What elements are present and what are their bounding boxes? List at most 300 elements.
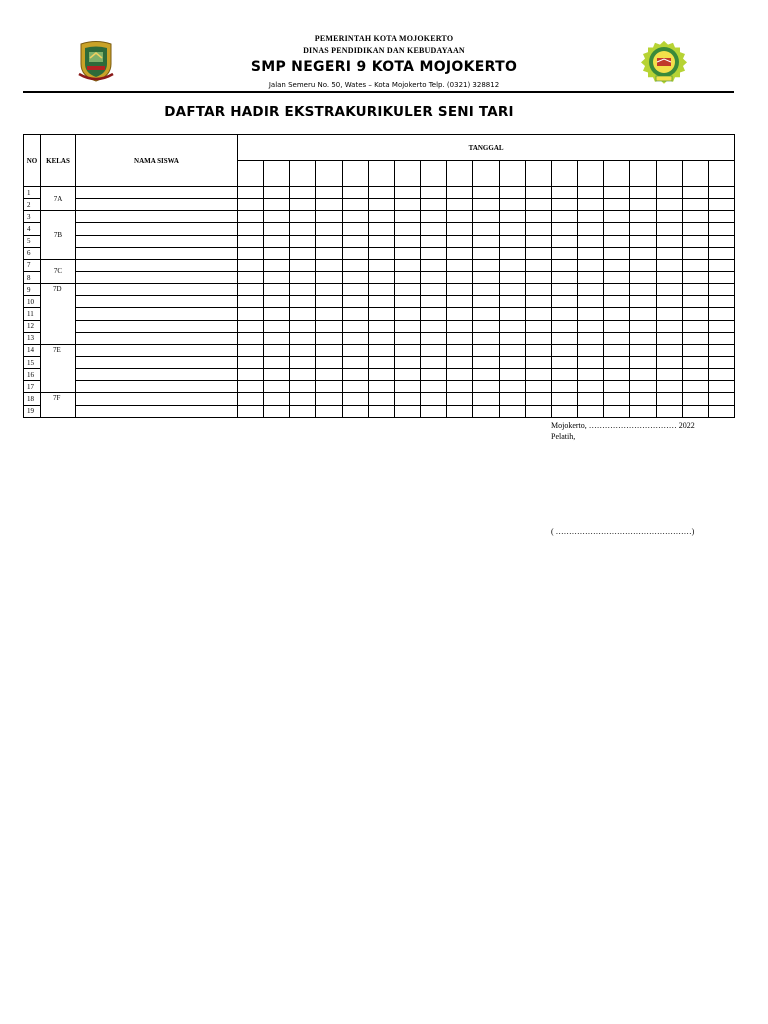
attendance-cell[interactable] [394, 271, 420, 283]
attendance-cell[interactable] [630, 344, 656, 356]
attendance-cell[interactable] [578, 187, 604, 199]
attendance-cell[interactable] [525, 393, 551, 405]
attendance-cell[interactable] [421, 247, 447, 259]
date-header-cell[interactable] [656, 161, 682, 187]
attendance-cell[interactable] [551, 356, 577, 368]
attendance-cell[interactable] [656, 199, 682, 211]
attendance-cell[interactable] [264, 393, 290, 405]
attendance-cell[interactable] [578, 247, 604, 259]
attendance-cell[interactable] [708, 369, 734, 381]
attendance-cell[interactable] [264, 211, 290, 223]
attendance-cell[interactable] [368, 223, 394, 235]
attendance-cell[interactable] [656, 332, 682, 344]
attendance-cell[interactable] [290, 369, 316, 381]
attendance-cell[interactable] [525, 187, 551, 199]
attendance-cell[interactable] [708, 223, 734, 235]
attendance-cell[interactable] [656, 405, 682, 417]
attendance-cell[interactable] [656, 369, 682, 381]
attendance-cell[interactable] [421, 259, 447, 271]
attendance-cell[interactable] [290, 393, 316, 405]
student-name-cell[interactable] [76, 369, 238, 381]
attendance-cell[interactable] [682, 187, 708, 199]
attendance-cell[interactable] [447, 187, 473, 199]
attendance-cell[interactable] [316, 199, 342, 211]
date-header-cell[interactable] [551, 161, 577, 187]
attendance-cell[interactable] [578, 308, 604, 320]
attendance-cell[interactable] [316, 344, 342, 356]
attendance-cell[interactable] [604, 271, 630, 283]
attendance-cell[interactable] [473, 320, 499, 332]
attendance-cell[interactable] [682, 296, 708, 308]
attendance-cell[interactable] [447, 356, 473, 368]
attendance-cell[interactable] [656, 356, 682, 368]
attendance-cell[interactable] [342, 199, 368, 211]
attendance-cell[interactable] [394, 296, 420, 308]
attendance-cell[interactable] [473, 235, 499, 247]
attendance-cell[interactable] [473, 332, 499, 344]
attendance-cell[interactable] [551, 393, 577, 405]
attendance-cell[interactable] [682, 356, 708, 368]
attendance-cell[interactable] [551, 381, 577, 393]
attendance-cell[interactable] [578, 332, 604, 344]
attendance-cell[interactable] [630, 332, 656, 344]
attendance-cell[interactable] [316, 247, 342, 259]
attendance-cell[interactable] [630, 296, 656, 308]
attendance-cell[interactable] [551, 235, 577, 247]
attendance-cell[interactable] [368, 369, 394, 381]
attendance-cell[interactable] [368, 199, 394, 211]
attendance-cell[interactable] [394, 223, 420, 235]
attendance-cell[interactable] [473, 223, 499, 235]
attendance-cell[interactable] [238, 259, 264, 271]
attendance-cell[interactable] [447, 247, 473, 259]
attendance-cell[interactable] [656, 271, 682, 283]
attendance-cell[interactable] [499, 344, 525, 356]
attendance-cell[interactable] [525, 344, 551, 356]
attendance-cell[interactable] [682, 320, 708, 332]
attendance-cell[interactable] [525, 223, 551, 235]
attendance-cell[interactable] [630, 356, 656, 368]
attendance-cell[interactable] [604, 381, 630, 393]
attendance-cell[interactable] [473, 296, 499, 308]
attendance-cell[interactable] [682, 199, 708, 211]
attendance-cell[interactable] [316, 259, 342, 271]
attendance-cell[interactable] [238, 199, 264, 211]
attendance-cell[interactable] [238, 187, 264, 199]
attendance-cell[interactable] [394, 199, 420, 211]
attendance-cell[interactable] [551, 187, 577, 199]
date-header-cell[interactable] [394, 161, 420, 187]
attendance-cell[interactable] [525, 296, 551, 308]
attendance-cell[interactable] [656, 320, 682, 332]
attendance-cell[interactable] [238, 296, 264, 308]
attendance-cell[interactable] [316, 308, 342, 320]
student-name-cell[interactable] [76, 344, 238, 356]
attendance-cell[interactable] [394, 381, 420, 393]
attendance-cell[interactable] [604, 393, 630, 405]
attendance-cell[interactable] [447, 199, 473, 211]
attendance-cell[interactable] [708, 393, 734, 405]
attendance-cell[interactable] [316, 223, 342, 235]
attendance-cell[interactable] [447, 381, 473, 393]
attendance-cell[interactable] [656, 259, 682, 271]
attendance-cell[interactable] [499, 199, 525, 211]
attendance-cell[interactable] [682, 259, 708, 271]
attendance-cell[interactable] [551, 296, 577, 308]
attendance-cell[interactable] [342, 296, 368, 308]
student-name-cell[interactable] [76, 332, 238, 344]
attendance-cell[interactable] [499, 296, 525, 308]
attendance-cell[interactable] [290, 332, 316, 344]
attendance-cell[interactable] [682, 381, 708, 393]
attendance-cell[interactable] [290, 199, 316, 211]
attendance-cell[interactable] [708, 247, 734, 259]
attendance-cell[interactable] [342, 187, 368, 199]
attendance-cell[interactable] [578, 271, 604, 283]
attendance-cell[interactable] [656, 247, 682, 259]
attendance-cell[interactable] [630, 271, 656, 283]
attendance-cell[interactable] [342, 356, 368, 368]
attendance-cell[interactable] [447, 284, 473, 296]
student-name-cell[interactable] [76, 393, 238, 405]
attendance-cell[interactable] [394, 187, 420, 199]
attendance-cell[interactable] [447, 332, 473, 344]
attendance-cell[interactable] [394, 405, 420, 417]
attendance-cell[interactable] [551, 199, 577, 211]
attendance-cell[interactable] [682, 211, 708, 223]
attendance-cell[interactable] [578, 393, 604, 405]
attendance-cell[interactable] [604, 259, 630, 271]
attendance-cell[interactable] [290, 405, 316, 417]
attendance-cell[interactable] [551, 308, 577, 320]
date-header-cell[interactable] [368, 161, 394, 187]
attendance-cell[interactable] [630, 199, 656, 211]
attendance-cell[interactable] [708, 320, 734, 332]
attendance-cell[interactable] [499, 259, 525, 271]
attendance-cell[interactable] [264, 223, 290, 235]
attendance-cell[interactable] [368, 405, 394, 417]
attendance-cell[interactable] [394, 344, 420, 356]
date-header-cell[interactable] [290, 161, 316, 187]
attendance-cell[interactable] [394, 356, 420, 368]
student-name-cell[interactable] [76, 356, 238, 368]
attendance-cell[interactable] [578, 235, 604, 247]
attendance-cell[interactable] [394, 235, 420, 247]
attendance-cell[interactable] [499, 223, 525, 235]
attendance-cell[interactable] [238, 320, 264, 332]
attendance-cell[interactable] [578, 259, 604, 271]
attendance-cell[interactable] [630, 247, 656, 259]
attendance-cell[interactable] [708, 271, 734, 283]
attendance-cell[interactable] [368, 235, 394, 247]
attendance-cell[interactable] [342, 393, 368, 405]
attendance-cell[interactable] [290, 223, 316, 235]
attendance-cell[interactable] [316, 296, 342, 308]
attendance-cell[interactable] [238, 393, 264, 405]
attendance-cell[interactable] [499, 369, 525, 381]
attendance-cell[interactable] [525, 320, 551, 332]
attendance-cell[interactable] [316, 284, 342, 296]
attendance-cell[interactable] [473, 247, 499, 259]
attendance-cell[interactable] [290, 381, 316, 393]
attendance-cell[interactable] [682, 247, 708, 259]
attendance-cell[interactable] [551, 247, 577, 259]
attendance-cell[interactable] [342, 344, 368, 356]
attendance-cell[interactable] [578, 284, 604, 296]
attendance-cell[interactable] [578, 223, 604, 235]
attendance-cell[interactable] [368, 344, 394, 356]
student-name-cell[interactable] [76, 405, 238, 417]
attendance-cell[interactable] [578, 320, 604, 332]
attendance-cell[interactable] [525, 369, 551, 381]
attendance-cell[interactable] [551, 271, 577, 283]
attendance-cell[interactable] [342, 332, 368, 344]
attendance-cell[interactable] [421, 381, 447, 393]
attendance-cell[interactable] [604, 199, 630, 211]
attendance-cell[interactable] [708, 356, 734, 368]
attendance-cell[interactable] [525, 235, 551, 247]
attendance-cell[interactable] [238, 211, 264, 223]
date-header-cell[interactable] [682, 161, 708, 187]
attendance-cell[interactable] [238, 271, 264, 283]
date-header-cell[interactable] [264, 161, 290, 187]
attendance-cell[interactable] [368, 284, 394, 296]
student-name-cell[interactable] [76, 284, 238, 296]
attendance-cell[interactable] [447, 320, 473, 332]
student-name-cell[interactable] [76, 308, 238, 320]
attendance-cell[interactable] [394, 393, 420, 405]
attendance-cell[interactable] [316, 271, 342, 283]
attendance-cell[interactable] [551, 332, 577, 344]
date-header-cell[interactable] [342, 161, 368, 187]
attendance-cell[interactable] [656, 393, 682, 405]
attendance-cell[interactable] [551, 405, 577, 417]
attendance-cell[interactable] [394, 369, 420, 381]
attendance-cell[interactable] [394, 320, 420, 332]
attendance-cell[interactable] [473, 405, 499, 417]
attendance-cell[interactable] [656, 296, 682, 308]
date-header-cell[interactable] [421, 161, 447, 187]
attendance-cell[interactable] [473, 308, 499, 320]
attendance-cell[interactable] [630, 187, 656, 199]
attendance-cell[interactable] [604, 344, 630, 356]
attendance-cell[interactable] [604, 320, 630, 332]
student-name-cell[interactable] [76, 211, 238, 223]
attendance-cell[interactable] [708, 235, 734, 247]
attendance-cell[interactable] [264, 381, 290, 393]
attendance-cell[interactable] [342, 223, 368, 235]
attendance-cell[interactable] [264, 247, 290, 259]
attendance-cell[interactable] [447, 296, 473, 308]
attendance-cell[interactable] [499, 320, 525, 332]
attendance-cell[interactable] [630, 308, 656, 320]
attendance-cell[interactable] [342, 271, 368, 283]
attendance-cell[interactable] [316, 235, 342, 247]
attendance-cell[interactable] [238, 332, 264, 344]
attendance-cell[interactable] [238, 247, 264, 259]
attendance-cell[interactable] [682, 223, 708, 235]
attendance-cell[interactable] [290, 296, 316, 308]
attendance-cell[interactable] [499, 187, 525, 199]
attendance-cell[interactable] [604, 211, 630, 223]
attendance-cell[interactable] [316, 381, 342, 393]
attendance-cell[interactable] [264, 187, 290, 199]
attendance-cell[interactable] [656, 344, 682, 356]
attendance-cell[interactable] [682, 369, 708, 381]
attendance-cell[interactable] [604, 187, 630, 199]
attendance-cell[interactable] [525, 271, 551, 283]
attendance-cell[interactable] [238, 405, 264, 417]
attendance-cell[interactable] [421, 308, 447, 320]
attendance-cell[interactable] [499, 381, 525, 393]
date-header-cell[interactable] [238, 161, 264, 187]
attendance-cell[interactable] [656, 223, 682, 235]
attendance-cell[interactable] [264, 369, 290, 381]
attendance-cell[interactable] [264, 320, 290, 332]
attendance-cell[interactable] [708, 381, 734, 393]
attendance-cell[interactable] [447, 235, 473, 247]
student-name-cell[interactable] [76, 259, 238, 271]
attendance-cell[interactable] [551, 284, 577, 296]
attendance-cell[interactable] [394, 211, 420, 223]
attendance-cell[interactable] [630, 405, 656, 417]
attendance-cell[interactable] [394, 259, 420, 271]
attendance-cell[interactable] [604, 308, 630, 320]
attendance-cell[interactable] [238, 344, 264, 356]
attendance-cell[interactable] [578, 356, 604, 368]
attendance-cell[interactable] [316, 369, 342, 381]
date-header-cell[interactable] [447, 161, 473, 187]
attendance-cell[interactable] [342, 284, 368, 296]
attendance-cell[interactable] [525, 211, 551, 223]
attendance-cell[interactable] [421, 296, 447, 308]
attendance-cell[interactable] [551, 320, 577, 332]
attendance-cell[interactable] [604, 235, 630, 247]
attendance-cell[interactable] [499, 356, 525, 368]
attendance-cell[interactable] [342, 259, 368, 271]
attendance-cell[interactable] [421, 211, 447, 223]
attendance-cell[interactable] [525, 332, 551, 344]
attendance-cell[interactable] [604, 296, 630, 308]
student-name-cell[interactable] [76, 223, 238, 235]
attendance-cell[interactable] [630, 235, 656, 247]
attendance-cell[interactable] [394, 308, 420, 320]
attendance-cell[interactable] [656, 381, 682, 393]
attendance-cell[interactable] [682, 284, 708, 296]
attendance-cell[interactable] [368, 247, 394, 259]
attendance-cell[interactable] [368, 187, 394, 199]
attendance-cell[interactable] [447, 271, 473, 283]
attendance-cell[interactable] [264, 235, 290, 247]
attendance-cell[interactable] [290, 211, 316, 223]
attendance-cell[interactable] [342, 381, 368, 393]
attendance-cell[interactable] [421, 369, 447, 381]
attendance-cell[interactable] [525, 247, 551, 259]
attendance-cell[interactable] [421, 344, 447, 356]
attendance-cell[interactable] [551, 211, 577, 223]
attendance-cell[interactable] [290, 187, 316, 199]
date-header-cell[interactable] [604, 161, 630, 187]
attendance-cell[interactable] [447, 223, 473, 235]
attendance-cell[interactable] [421, 393, 447, 405]
attendance-cell[interactable] [656, 235, 682, 247]
attendance-cell[interactable] [499, 332, 525, 344]
attendance-cell[interactable] [447, 308, 473, 320]
attendance-cell[interactable] [604, 223, 630, 235]
attendance-cell[interactable] [682, 393, 708, 405]
attendance-cell[interactable] [447, 405, 473, 417]
attendance-cell[interactable] [238, 235, 264, 247]
attendance-cell[interactable] [264, 332, 290, 344]
attendance-cell[interactable] [238, 381, 264, 393]
attendance-cell[interactable] [316, 393, 342, 405]
attendance-cell[interactable] [421, 284, 447, 296]
attendance-cell[interactable] [421, 271, 447, 283]
attendance-cell[interactable] [499, 247, 525, 259]
attendance-cell[interactable] [525, 381, 551, 393]
attendance-cell[interactable] [447, 393, 473, 405]
attendance-cell[interactable] [368, 271, 394, 283]
attendance-cell[interactable] [368, 381, 394, 393]
attendance-cell[interactable] [473, 344, 499, 356]
attendance-cell[interactable] [368, 211, 394, 223]
attendance-cell[interactable] [473, 393, 499, 405]
attendance-cell[interactable] [499, 284, 525, 296]
attendance-cell[interactable] [525, 405, 551, 417]
attendance-cell[interactable] [525, 356, 551, 368]
attendance-cell[interactable] [238, 369, 264, 381]
attendance-cell[interactable] [525, 308, 551, 320]
attendance-cell[interactable] [499, 393, 525, 405]
attendance-cell[interactable] [708, 187, 734, 199]
attendance-cell[interactable] [578, 199, 604, 211]
attendance-cell[interactable] [630, 284, 656, 296]
attendance-cell[interactable] [578, 296, 604, 308]
attendance-cell[interactable] [316, 332, 342, 344]
attendance-cell[interactable] [421, 356, 447, 368]
attendance-cell[interactable] [290, 308, 316, 320]
attendance-cell[interactable] [264, 284, 290, 296]
attendance-cell[interactable] [708, 308, 734, 320]
student-name-cell[interactable] [76, 247, 238, 259]
date-header-cell[interactable] [578, 161, 604, 187]
attendance-cell[interactable] [447, 211, 473, 223]
attendance-cell[interactable] [238, 223, 264, 235]
attendance-cell[interactable] [630, 223, 656, 235]
attendance-cell[interactable] [604, 405, 630, 417]
attendance-cell[interactable] [499, 211, 525, 223]
attendance-cell[interactable] [499, 308, 525, 320]
attendance-cell[interactable] [604, 356, 630, 368]
attendance-cell[interactable] [368, 320, 394, 332]
attendance-cell[interactable] [264, 259, 290, 271]
attendance-cell[interactable] [604, 332, 630, 344]
date-header-cell[interactable] [473, 161, 499, 187]
attendance-cell[interactable] [656, 284, 682, 296]
attendance-cell[interactable] [473, 259, 499, 271]
attendance-cell[interactable] [473, 284, 499, 296]
attendance-cell[interactable] [708, 332, 734, 344]
attendance-cell[interactable] [682, 405, 708, 417]
attendance-cell[interactable] [682, 235, 708, 247]
student-name-cell[interactable] [76, 199, 238, 211]
attendance-cell[interactable] [473, 271, 499, 283]
attendance-cell[interactable] [264, 308, 290, 320]
attendance-cell[interactable] [238, 356, 264, 368]
student-name-cell[interactable] [76, 296, 238, 308]
attendance-cell[interactable] [316, 320, 342, 332]
attendance-cell[interactable] [473, 187, 499, 199]
